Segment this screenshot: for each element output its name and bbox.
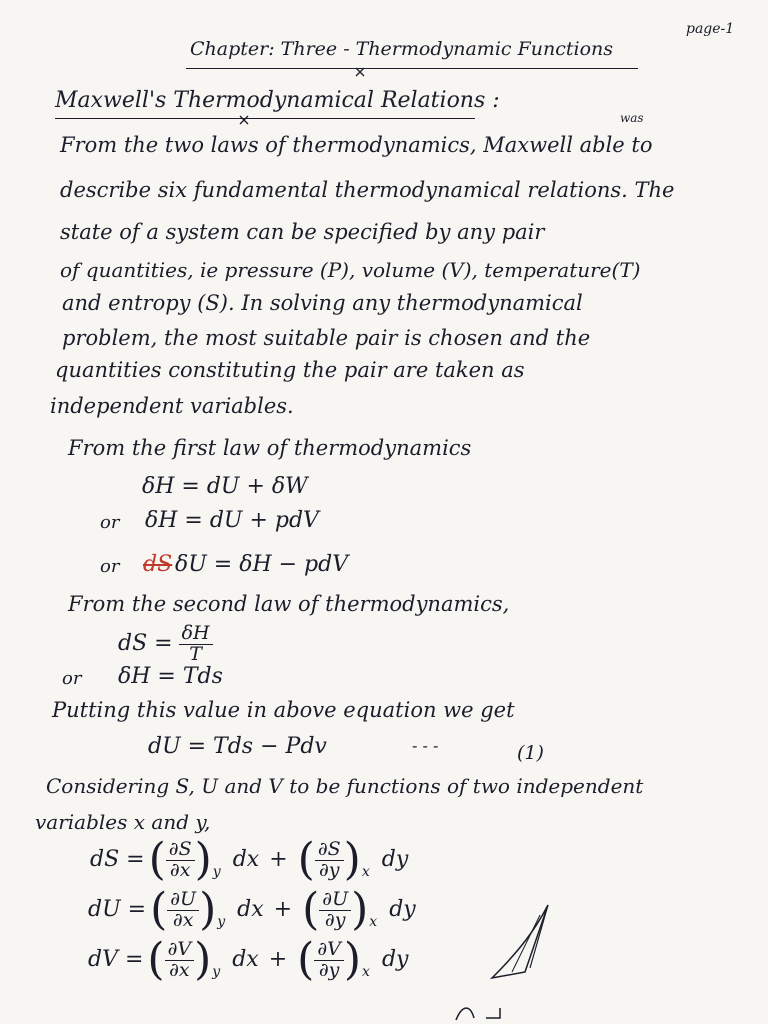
partial-y-den-2: ∂y: [324, 908, 346, 931]
body-line-2: describe six fundamental thermodynamical relations. The: [60, 178, 675, 202]
du-lhs: dU =: [88, 897, 147, 922]
equation-3-prefix: or: [100, 556, 120, 577]
equation-first-law: δH = dU + δW: [142, 474, 308, 499]
partial-u-num-2: ∂U: [319, 890, 351, 911]
sub-y-2: y: [217, 914, 226, 930]
sub-x-3: x: [362, 964, 370, 980]
partial-x-den-3: ∂x: [169, 958, 190, 981]
partial-u-y: ( $\frac{\partial U}{\partial y}$ ) x: [302, 884, 378, 935]
partial-v-y: ( $\frac{\partial V}{\partial y}$ ) x: [297, 934, 370, 985]
partial-x-den-2: ∂x: [172, 908, 194, 931]
partial-u-x: ( $\frac{\partial U}{\partial x}$ ) y: [150, 884, 226, 935]
page-label: page-1: [686, 21, 735, 37]
partial-s-num: ∂S: [166, 840, 195, 861]
considering-line: Considering S, U and V to be functions of two independent: [46, 774, 644, 798]
chapter-title: Chapter: Three - Thermodynamic Functions: [190, 38, 614, 60]
equation-3: δU = δH − pdV: [175, 552, 349, 577]
partial-x-den: ∂x: [169, 858, 191, 881]
equation-6: dU = Tds − Pdv: [148, 734, 327, 759]
body-line-1: From the two laws of thermodynamics, Maxwell able to: [60, 133, 653, 157]
dy-term-2: dy: [389, 897, 416, 922]
dv-lhs: dV =: [88, 947, 144, 972]
dy-term-3: dy: [381, 947, 409, 972]
body-line-4: of quantities, ie pressure (P), volume (V), temperature(T): [60, 258, 641, 282]
equation-2-prefix: or: [100, 512, 120, 533]
partial-s-num-2: ∂S: [315, 840, 344, 861]
dx-term-3: dx: [232, 947, 259, 972]
equation-5: δH = Tds: [118, 664, 223, 689]
body-line-3: state of a system can be specified by any pair: [60, 220, 545, 244]
inserted-word: was: [620, 111, 644, 125]
equation-3-struck-term: dS: [143, 552, 173, 577]
dy-term: dy: [381, 847, 409, 872]
body-line-9: From the first law of thermodynamics: [68, 436, 472, 460]
sub-x: x: [361, 864, 370, 880]
sub-y-3: y: [212, 964, 221, 980]
body-line-8: independent variables.: [50, 394, 294, 418]
dx-term: dx: [232, 847, 260, 872]
partial-v-x: ( $\frac{\partial V}{\partial x}$ ) y: [147, 934, 221, 985]
second-law-line: From the second law of thermodynamics,: [68, 592, 510, 616]
sub-x-2: x: [369, 914, 378, 930]
body-line-6: problem, the most suitable pair is chosen and the: [62, 326, 591, 350]
equation-4-lhs: dS =: [118, 631, 173, 657]
partial-s-y: ( $\frac{\partial S}{\partial y}$ ) x: [297, 834, 370, 885]
sub-y: y: [212, 864, 221, 880]
body-line-5: and entropy (S). In solving any thermodynamical: [62, 291, 583, 315]
partial-y-den-3: ∂y: [318, 958, 340, 981]
putting-line: Putting this value in above equation we get: [52, 698, 515, 722]
partial-y-den: ∂y: [318, 858, 340, 881]
partial-v-num: ∂V: [165, 940, 195, 961]
equation-6-dots: - - -: [412, 736, 439, 755]
body-line-7: quantities constituting the pair are taken as: [55, 358, 525, 382]
plus-sign-2: +: [273, 897, 293, 922]
equation-6-number: (1): [517, 742, 544, 764]
ds-lhs: dS =: [90, 847, 145, 872]
plus-sign-3: +: [268, 947, 288, 972]
fraction-numerator: δH: [179, 624, 213, 645]
partial-v-num-2: ∂V: [314, 940, 344, 961]
fraction-denominator: T: [189, 642, 202, 665]
dx-term-2: dx: [237, 897, 264, 922]
partial-s-x: ( $\frac{\partial S}{\partial x}$ ) y: [148, 834, 221, 885]
partial-u-num: ∂U: [167, 890, 199, 911]
equation-5-prefix: or: [62, 668, 82, 689]
variables-line: variables x and y,: [35, 810, 211, 834]
plus-sign: +: [269, 847, 288, 872]
equation-2: δH = dU + pdV: [145, 508, 319, 533]
section-heading: Maxwell's Thermodynamical Relations :: [55, 88, 500, 113]
